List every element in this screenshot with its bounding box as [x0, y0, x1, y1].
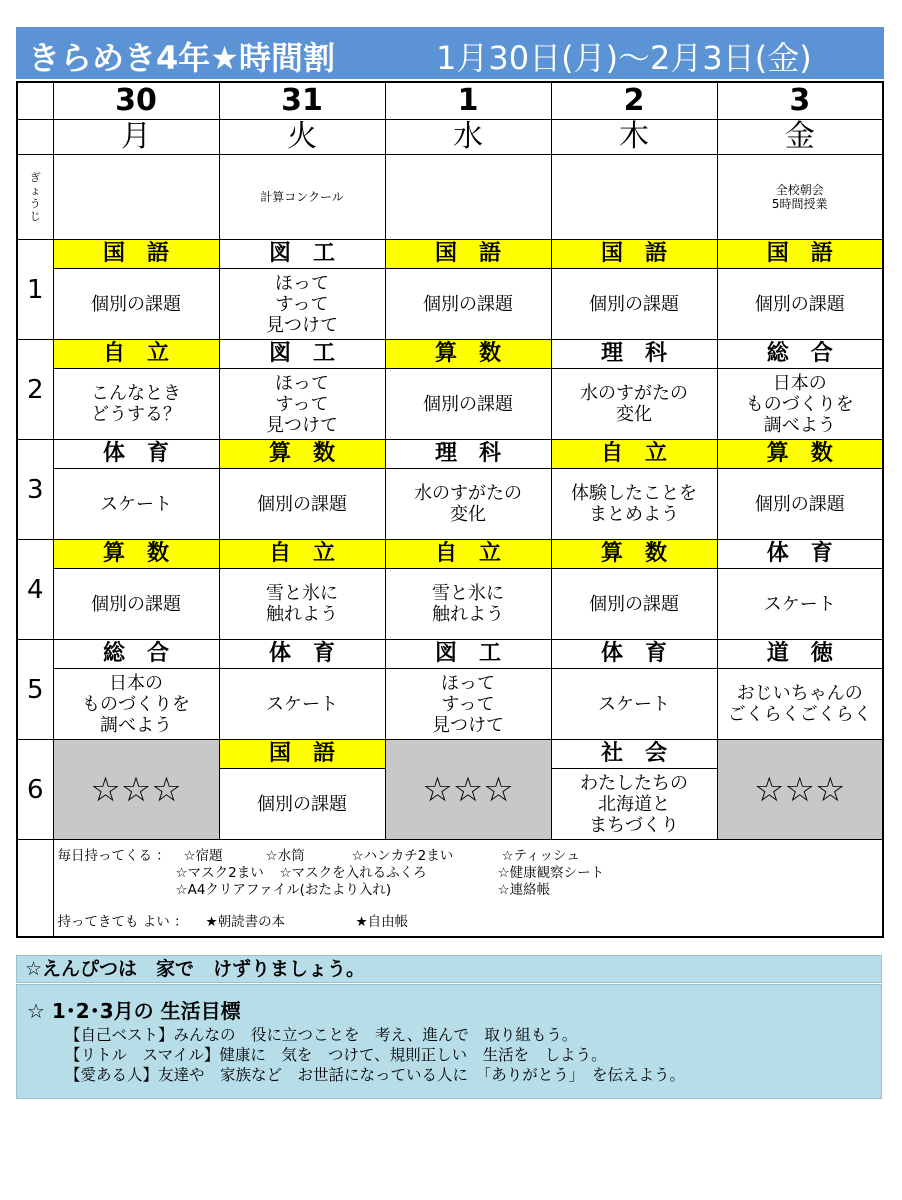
subject-cell: 理 科 [385, 440, 551, 469]
lesson-content-cell: ほって すって 見つけて [219, 269, 385, 340]
note-item: ☆マスク2まい [175, 865, 264, 881]
subject-cell: 国 語 [717, 240, 883, 269]
subject-cell: 国 語 [53, 240, 219, 269]
note-item: ☆健康観察シート [497, 865, 605, 881]
event-cell [53, 155, 219, 240]
lesson-content-cell: 水のすがたの 変化 [551, 369, 717, 440]
subject-cell: 国 語 [219, 740, 385, 769]
date-cell: 31 [219, 82, 385, 120]
lesson-content-cell: ほって すって 見つけて [385, 669, 551, 740]
lesson-content-cell: おじいちゃんの ごくらくごくらく [717, 669, 883, 740]
note-item: ☆A4クリアファイル(おたより入れ) [175, 882, 392, 898]
subject-cell: 体 育 [219, 640, 385, 669]
weekday-cell: 水 [385, 120, 551, 155]
corner-cell [17, 82, 53, 120]
lesson-content-cell: こんなとき どうする？ [53, 369, 219, 440]
no-class-cell: ☆☆☆ [717, 740, 883, 840]
lesson-content-cell: 個別の課題 [717, 469, 883, 540]
note-item: ☆連絡帳 [497, 882, 551, 898]
lesson-content-cell: 個別の課題 [385, 269, 551, 340]
event-cell [385, 155, 551, 240]
belongings-notes [53, 840, 883, 938]
lesson-content-cell: 水のすがたの 変化 [385, 469, 551, 540]
goal-line: 【リトル スマイル】健康に 気を つけて、規則正しい 生活を しよう。 [65, 1046, 607, 1064]
weekday-cell: 火 [219, 120, 385, 155]
subject-cell: 理 科 [551, 340, 717, 369]
lesson-content-cell: スケート [219, 669, 385, 740]
subject-cell: 図 工 [219, 340, 385, 369]
subject-cell: 自 立 [219, 540, 385, 569]
lesson-content-cell: 体験したことを まとめよう [551, 469, 717, 540]
subject-cell: 算 数 [219, 440, 385, 469]
note-item: ☆水筒 [265, 848, 305, 864]
event-cell: 計算コンクール [219, 155, 385, 240]
weekday-cell: 金 [717, 120, 883, 155]
subject-cell: 図 工 [219, 240, 385, 269]
lesson-content-cell: わたしたちの 北海道と まちづくり [551, 769, 717, 840]
lesson-content-cell: 日本の ものづくりを 調べよう [717, 369, 883, 440]
lesson-content-cell: 個別の課題 [53, 269, 219, 340]
subject-cell: 算 数 [717, 440, 883, 469]
period-number: 5 [17, 640, 53, 740]
date-cell: 30 [53, 82, 219, 120]
subject-cell: 図 工 [385, 640, 551, 669]
note-item: ★自由帳 [355, 914, 409, 930]
subject-cell: 算 数 [53, 540, 219, 569]
pencil-notice: ☆えんぴつは 家で けずりましょう。 [16, 955, 882, 983]
subject-cell: 道 徳 [717, 640, 883, 669]
period-number: 4 [17, 540, 53, 640]
date-cell: 1 [385, 82, 551, 120]
subject-cell: 算 数 [551, 540, 717, 569]
schedule-title: きらめき4年★時間割 [28, 39, 335, 77]
note-item: ☆ハンカチ2まい [351, 848, 454, 864]
goal-line: 【愛ある人】友達や 家族など お世話になっている人に 「ありがとう」 を伝えよう。 [65, 1066, 686, 1084]
lesson-content-cell: 個別の課題 [717, 269, 883, 340]
subject-cell: 体 育 [551, 640, 717, 669]
lesson-content-cell: 個別の課題 [219, 769, 385, 840]
period-number: 2 [17, 340, 53, 440]
subject-cell: 総 合 [717, 340, 883, 369]
subject-cell: 国 語 [385, 240, 551, 269]
notes-label-cell [17, 840, 53, 938]
lesson-content-cell: 雪と氷に 触れよう [219, 569, 385, 640]
lesson-content-cell: 個別の課題 [551, 269, 717, 340]
note-item: 毎日持ってくる ： [57, 848, 170, 864]
subject-cell: 自 立 [53, 340, 219, 369]
life-goals-box [16, 984, 882, 1099]
title-bar [16, 27, 884, 79]
events-row-label [17, 155, 53, 240]
lesson-content-cell: 雪と氷に 触れよう [385, 569, 551, 640]
no-class-cell: ☆☆☆ [385, 740, 551, 840]
subject-cell: 体 育 [53, 440, 219, 469]
note-item: ☆宿題 [183, 848, 223, 864]
events-label-text: ぎょうじ [29, 171, 41, 223]
lesson-content-cell: 日本の ものづくりを 調べよう [53, 669, 219, 740]
subject-cell: 総 合 [53, 640, 219, 669]
weekday-cell: 木 [551, 120, 717, 155]
lesson-content-cell: スケート [551, 669, 717, 740]
subject-cell: 自 立 [385, 540, 551, 569]
goal-line: 【自己ベスト】みんなの 役に立つことを 考え、進んで 取り組もう。 [65, 1026, 578, 1044]
timetable [16, 81, 884, 938]
lesson-content-cell: スケート [53, 469, 219, 540]
lesson-content-cell: 個別の課題 [385, 369, 551, 440]
period-number: 6 [17, 740, 53, 840]
subject-cell: 体 育 [717, 540, 883, 569]
subject-cell: 算 数 [385, 340, 551, 369]
lesson-content-cell: スケート [717, 569, 883, 640]
weekday-cell: 月 [53, 120, 219, 155]
event-cell [551, 155, 717, 240]
note-item: ☆マスクを入れるふくろ [279, 865, 427, 881]
subject-cell: 自 立 [551, 440, 717, 469]
note-item: 持ってきても よい ： [57, 914, 188, 930]
corner-cell [17, 120, 53, 155]
note-item: ★朝読書の本 [205, 914, 286, 930]
date-range: 1月30日(月)～2月3日(金) [436, 39, 812, 77]
event-cell: 全校朝会 5時間授業 [717, 155, 883, 240]
period-number: 3 [17, 440, 53, 540]
subject-cell: 国 語 [551, 240, 717, 269]
date-cell: 3 [717, 82, 883, 120]
period-number: 1 [17, 240, 53, 340]
lesson-content-cell: 個別の課題 [551, 569, 717, 640]
goals-title: ☆ 1･2･3月の 生活目標 [27, 999, 241, 1023]
date-cell: 2 [551, 82, 717, 120]
note-item: ☆ティッシュ [501, 848, 580, 864]
lesson-content-cell: ほって すって 見つけて [219, 369, 385, 440]
subject-cell: 社 会 [551, 740, 717, 769]
no-class-cell: ☆☆☆ [53, 740, 219, 840]
lesson-content-cell: 個別の課題 [53, 569, 219, 640]
lesson-content-cell: 個別の課題 [219, 469, 385, 540]
